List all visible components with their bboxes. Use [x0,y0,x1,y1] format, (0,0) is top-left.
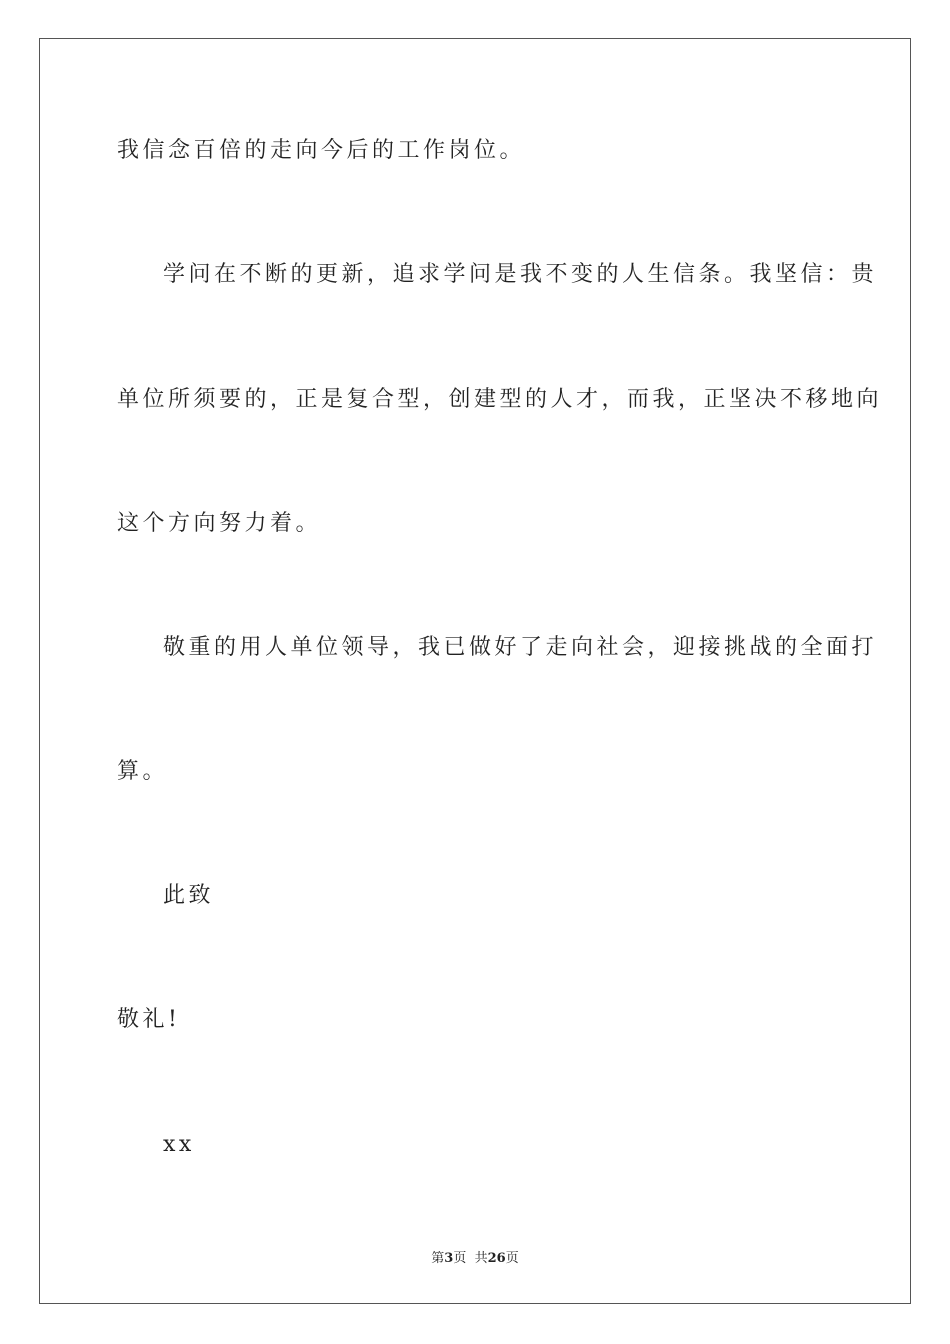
page-prefix: 第 [431,1251,445,1266]
page-mid: 页 共 [453,1251,488,1266]
closing-regards: 敬礼! [117,1007,181,1032]
closing-salutation: 此致 [163,883,215,908]
page-current: 3 [444,1251,454,1266]
paragraph-line: 单位所须要的，正是复合型，创建型的人才，而我，正坚决不移地向 [117,387,883,412]
page-suffix: 页 [505,1251,519,1266]
paragraph-line: 算。 [117,759,169,784]
paragraph-line: 敬重的用人单位领导，我已做好了走向社会，迎接挑战的全面打 [163,635,878,660]
signature-name: xx [163,1132,195,1157]
paragraph-line: 这个方向努力着。 [117,511,322,536]
paragraph-line: 我信念百倍的走向今后的工作岗位。 [117,138,526,163]
paragraph-line: 学问在不断的更新，追求学问是我不变的人生信条。我坚信：贵 [163,262,878,287]
page-frame [39,38,911,1304]
page-total: 26 [487,1251,506,1266]
page-number-footer [0,1247,950,1266]
